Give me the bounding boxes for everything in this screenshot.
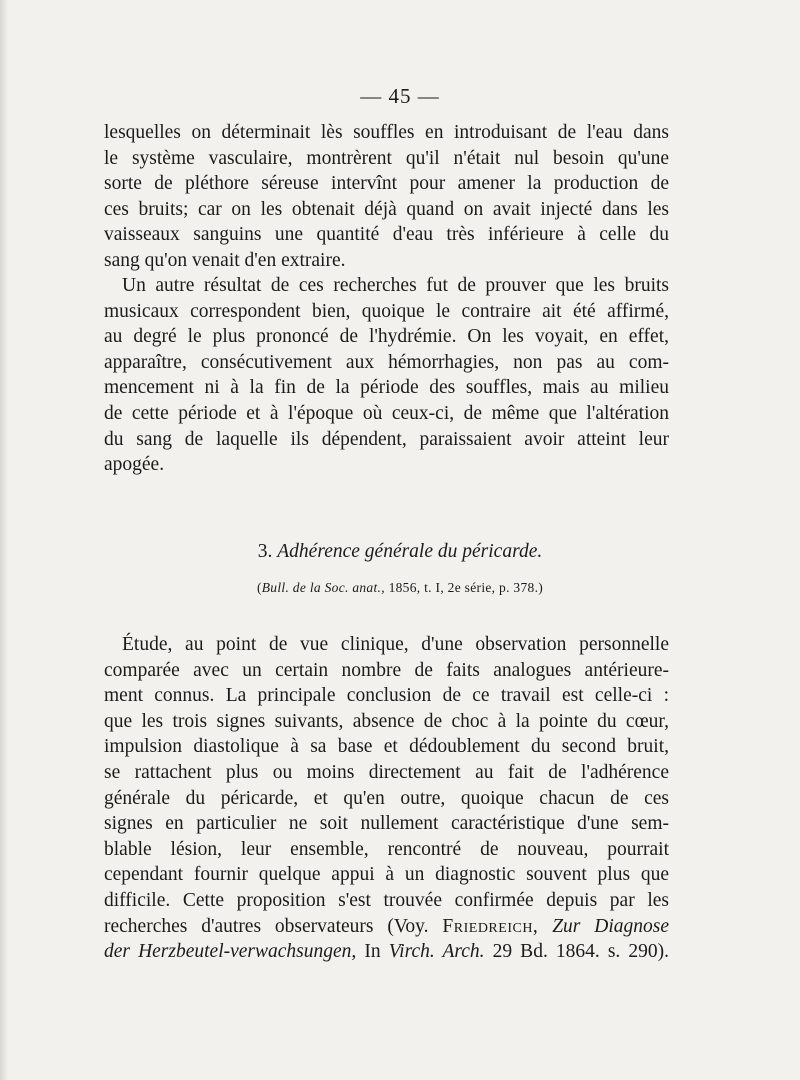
text-line: que les trois signes suivants, absence de choc à la pointe du cœur, xyxy=(104,710,669,732)
page-number: — 45 — xyxy=(360,84,440,108)
text-line: cependant fournir quelque appui à un diagnostic souvent plus que xyxy=(104,864,669,886)
text-line: sorte de pléthore séreuse intervînt pour amener la production de xyxy=(104,173,669,195)
text-line: du sang de laquelle ils dépendent, paraissaient avoir atteint leur xyxy=(104,428,669,450)
reference-journal: Virch. Arch. xyxy=(388,941,485,963)
text-line: Un autre résultat de ces recherches fut de prouver que les bruits xyxy=(122,275,669,296)
reference-title-end: der Herzbeutel-verwachsungen, xyxy=(104,941,357,963)
section-title: Adhérence générale du péricarde. xyxy=(277,541,543,562)
text-line: musicaux correspondent bien, quoique le contraire ait été affirmé, xyxy=(104,300,669,322)
text-line: vaisseaux sanguins une quantité d'eau très inférieure à celle du xyxy=(104,224,669,246)
paragraph-continuation xyxy=(104,120,669,274)
citation-details: , 1856, t. I, 2e série, p. 378.) xyxy=(381,580,544,595)
text-line: le système vasculaire, montrèrent qu'il n'était nul besoin qu'une xyxy=(104,147,669,169)
text-line: apogée. xyxy=(104,454,165,476)
text-line: sang qu'on venait d'en extraire. xyxy=(104,249,346,271)
text-line: comparée avec un certain nombre de faits analogues antérieure- xyxy=(104,659,669,681)
citation-source: Bull. de la Soc. anat. xyxy=(261,580,382,595)
text-line: ment connus. La principale conclusion de ce travail est celle-ci : xyxy=(104,685,669,707)
text-line: mencement ni à la fin de la période des souffles, mais au milieu xyxy=(104,377,669,399)
text-line: au degré le plus prononcé de l'hydrémie. On les voyait, en effet, xyxy=(104,326,669,348)
reference-title-start: Zur Diagnose xyxy=(552,915,670,937)
text-line: de cette période et à l'époque où ceux-ci, de même que l'altération xyxy=(104,402,669,424)
text-line-reference xyxy=(104,914,669,940)
text-line: difficile. Cette proposition s'est trouvée confirmée depuis par les xyxy=(104,889,669,911)
text-line: Étude, au point de vue clinique, d'une observation personnelle xyxy=(122,634,669,655)
text-line: se rattachent plus ou moins directement au fait de l'adhérence xyxy=(104,761,669,783)
section-heading xyxy=(0,541,800,563)
section-number: 3. xyxy=(257,541,273,562)
text-line: lesquelles on déterminait lès souffles en introduisant de l'eau dans xyxy=(104,122,669,143)
text-line: générale du péricarde, et qu'en outre, quoique chacun de ces xyxy=(104,787,669,809)
text-line: ces bruits; car on les obtenait déjà quand on avait injecté dans les xyxy=(104,198,669,220)
paragraph-results xyxy=(104,273,669,478)
paragraph-study xyxy=(104,632,669,965)
citation-open: ( xyxy=(256,580,262,595)
reference-volume: 29 Bd. 1864. s. 290). xyxy=(492,941,670,963)
text-line-reference-end xyxy=(104,939,669,965)
text-line: impulsion diastolique à sa base et dédoublement du second bruit, xyxy=(104,736,669,758)
reference-intro: recherches d'autres observateurs (Voy. xyxy=(104,915,429,937)
text-line: blable lésion, leur ensemble, rencontré de nouveau, pourrait xyxy=(104,838,669,860)
text-line: signes en particulier ne soit nullement caractéristique d'une sem- xyxy=(104,813,669,835)
reference-in: In xyxy=(364,941,381,963)
citation xyxy=(0,580,800,596)
page-gutter-shadow xyxy=(0,0,8,1080)
reference-author: Friedreich, xyxy=(442,915,539,937)
text-line: apparaître, consécutivement aux hémorrhagies, non pas au com- xyxy=(104,351,669,373)
